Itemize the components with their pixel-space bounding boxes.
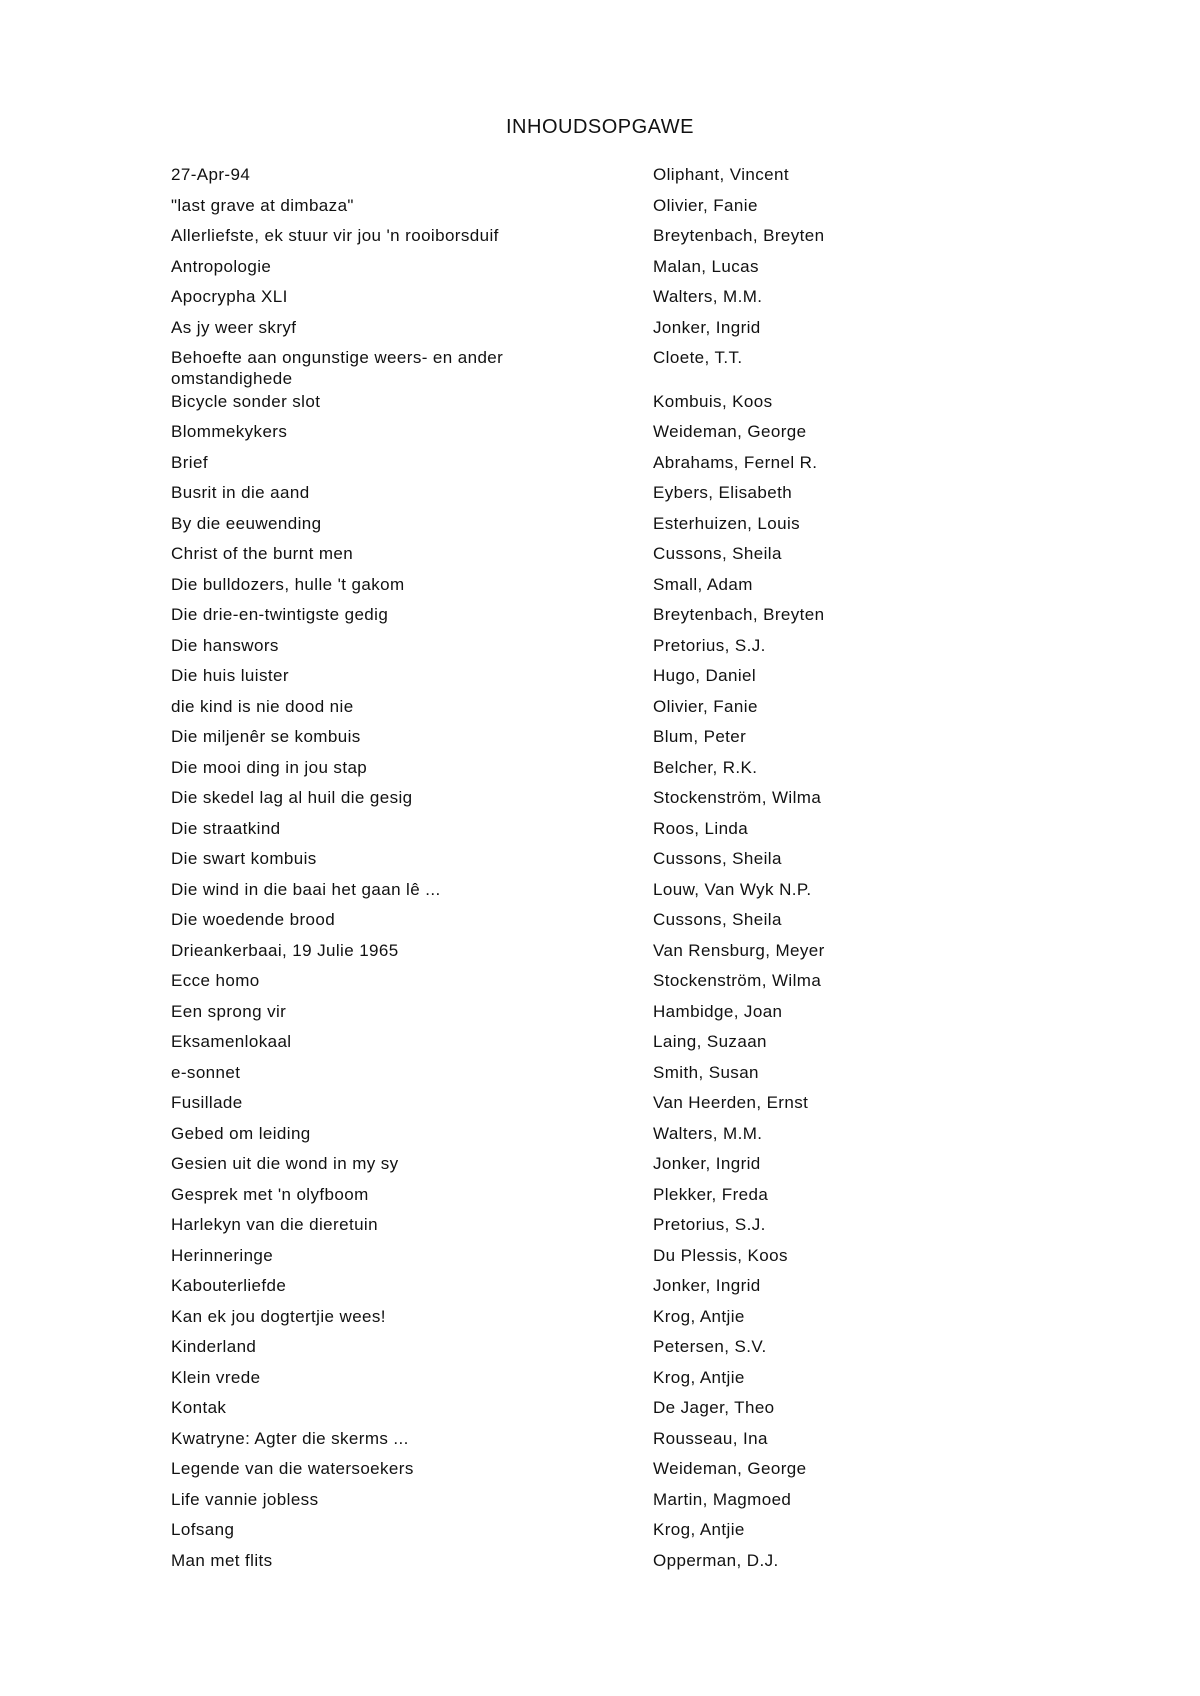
toc-entry [171, 970, 1071, 1001]
toc-entry [171, 818, 1071, 849]
poem-title: Die woedende brood [171, 910, 336, 929]
page-title: INHOUDSOPGAWE [506, 116, 694, 138]
toc-entry [171, 543, 1071, 574]
toc-entry [171, 787, 1071, 818]
poet-name: Cussons, Sheila [653, 544, 782, 563]
poem-title: die kind is nie dood nie [171, 696, 354, 716]
poet-name: Kombuis, Koos [653, 391, 773, 411]
toc-entry [171, 513, 1071, 544]
poet-name: Olivier, Fanie [653, 696, 758, 716]
poem-title: Ecce homo [171, 971, 260, 990]
toc-entry [171, 421, 1071, 452]
toc-entry [171, 909, 1071, 940]
toc-entry [171, 1245, 1071, 1276]
poet-name: Oliphant, Vincent [653, 165, 789, 184]
poet-name: Stockenström, Wilma [653, 788, 822, 807]
table-of-contents [171, 164, 1071, 1580]
poet-name: Laing, Suzaan [653, 1032, 767, 1051]
poem-title: Behoefte aan ongunstige weers- en ander omstandighede [171, 348, 504, 388]
toc-entry [171, 1214, 1071, 1245]
poet-name: Roos, Linda [653, 818, 749, 838]
poem-title: Allerliefste, ek stuur vir jou 'n rooiborsduif [171, 226, 499, 245]
toc-entry [171, 317, 1071, 348]
poet-name: Stockenström, Wilma [653, 971, 822, 990]
poem-title: Die mooi ding in jou stap [171, 757, 368, 777]
poet-name: Pretorius, S.J. [653, 635, 766, 655]
poet-name: Jonker, Ingrid [653, 317, 761, 337]
toc-entry [171, 195, 1071, 226]
poem-title: Kan ek jou dogtertjie wees! [171, 1306, 386, 1326]
poet-name: Krog, Antjie [653, 1520, 745, 1539]
poem-title: Die miljenêr se kombuis [171, 727, 361, 746]
toc-entry [171, 1153, 1071, 1184]
toc-entry [171, 1123, 1071, 1154]
toc-entry [171, 286, 1071, 317]
poem-title: Lofsang [171, 1520, 235, 1539]
toc-entry [171, 604, 1071, 635]
toc-entry [171, 1367, 1071, 1398]
poem-title: Die swart kombuis [171, 849, 317, 868]
poem-title: Klein vrede [171, 1367, 261, 1387]
toc-entry [171, 452, 1071, 483]
poem-title: Een sprong vir [171, 1001, 287, 1021]
poem-title: Man met flits [171, 1550, 273, 1570]
poet-name: Louw, Van Wyk N.P. [653, 879, 812, 899]
poem-title: Life vannie jobless [171, 1489, 319, 1509]
toc-entry [171, 726, 1071, 757]
toc-entry [171, 391, 1071, 422]
poem-title: Die wind in die baai het gaan lê ... [171, 879, 441, 899]
toc-entry [171, 1031, 1071, 1062]
poet-name: Krog, Antjie [653, 1367, 745, 1387]
poet-name: Hugo, Daniel [653, 666, 757, 685]
toc-entry [171, 665, 1071, 696]
poem-title: Gesien uit die wond in my sy [171, 1154, 399, 1173]
poem-title: Kwatryne: Agter die skerms ... [171, 1428, 409, 1448]
toc-entry [171, 635, 1071, 666]
poem-title: By die eeuwending [171, 513, 322, 533]
poet-name: Smith, Susan [653, 1062, 759, 1082]
poem-title: Gebed om leiding [171, 1123, 311, 1143]
poem-title: Brief [171, 452, 208, 472]
toc-entry [171, 1519, 1071, 1550]
poem-title: Die huis luister [171, 666, 289, 685]
poet-name: Plekker, Freda [653, 1184, 769, 1204]
poem-title: Christ of the burnt men [171, 544, 354, 563]
poet-name: Van Rensburg, Meyer [653, 940, 825, 960]
poet-name: De Jager, Theo [653, 1398, 775, 1417]
poet-name: Eybers, Elisabeth [653, 483, 793, 502]
poet-name: Weideman, George [653, 422, 807, 441]
toc-entry [171, 757, 1071, 788]
poem-title: As jy weer skryf [171, 317, 297, 337]
poet-name: Blum, Peter [653, 727, 747, 746]
poem-title: Drieankerbaai, 19 Julie 1965 [171, 940, 399, 960]
toc-entry [171, 879, 1071, 910]
poet-name: Cussons, Sheila [653, 910, 782, 929]
poem-title: Antropologie [171, 256, 272, 276]
poem-title: Kabouterliefde [171, 1276, 287, 1295]
poet-name: Rousseau, Ina [653, 1428, 768, 1448]
poem-title: Die straatkind [171, 818, 281, 838]
poem-title: Busrit in die aand [171, 483, 310, 502]
toc-entry [171, 225, 1071, 256]
poem-title: Fusillade [171, 1093, 243, 1112]
poet-name: Olivier, Fanie [653, 195, 758, 215]
poem-title: e-sonnet [171, 1062, 241, 1082]
poet-name: Du Plessis, Koos [653, 1245, 788, 1265]
poem-title: Die drie-en-twintigste gedig [171, 605, 389, 624]
poem-title: Harlekyn van die dieretuin [171, 1215, 378, 1234]
toc-entry [171, 1428, 1071, 1459]
toc-entry [171, 1184, 1071, 1215]
toc-entry [171, 1336, 1071, 1367]
poet-name: Malan, Lucas [653, 256, 759, 276]
poem-title: Kinderland [171, 1337, 257, 1356]
toc-entry [171, 482, 1071, 513]
toc-entry [171, 848, 1071, 879]
poem-title: Eksamenlokaal [171, 1032, 292, 1051]
poet-name: Cussons, Sheila [653, 849, 782, 868]
poem-title: Apocrypha XLI [171, 287, 288, 306]
toc-entry [171, 1397, 1071, 1428]
toc-entry [171, 1458, 1071, 1489]
poet-name: Opperman, D.J. [653, 1550, 779, 1570]
poet-name: Van Heerden, Ernst [653, 1093, 809, 1112]
toc-entry [171, 347, 1071, 391]
poem-title: Die skedel lag al huil die gesig [171, 788, 413, 807]
poet-name: Krog, Antjie [653, 1306, 745, 1326]
poet-name: Martin, Magmoed [653, 1489, 792, 1509]
toc-entry [171, 696, 1071, 727]
poem-title: Herinneringe [171, 1245, 274, 1265]
toc-entry [171, 164, 1071, 195]
poet-name: Jonker, Ingrid [653, 1154, 761, 1173]
toc-entry [171, 1001, 1071, 1032]
poet-name: Jonker, Ingrid [653, 1276, 761, 1295]
poet-name: Weideman, George [653, 1459, 807, 1478]
toc-entry [171, 574, 1071, 605]
poet-name: Esterhuizen, Louis [653, 513, 801, 533]
poet-name: Breytenbach, Breyten [653, 605, 825, 624]
toc-entry [171, 256, 1071, 287]
toc-entry [171, 1550, 1071, 1581]
poet-name: Walters, M.M. [653, 1123, 763, 1143]
poem-title: Gesprek met 'n olyfboom [171, 1184, 369, 1204]
poem-title: Bicycle sonder slot [171, 391, 321, 411]
toc-entry [171, 940, 1071, 971]
poet-name: Pretorius, S.J. [653, 1215, 766, 1234]
poem-title: 27-Apr-94 [171, 165, 251, 184]
poem-title: Blommekykers [171, 422, 288, 441]
toc-entry [171, 1306, 1071, 1337]
poem-title: Legende van die watersoekers [171, 1459, 414, 1478]
poet-name: Cloete, T.T. [653, 348, 743, 367]
poet-name: Small, Adam [653, 574, 753, 594]
poet-name: Breytenbach, Breyten [653, 226, 825, 245]
poet-name: Petersen, S.V. [653, 1337, 767, 1356]
toc-entry [171, 1275, 1071, 1306]
poet-name: Walters, M.M. [653, 287, 763, 306]
poem-title: Die hanswors [171, 635, 279, 655]
toc-entry [171, 1489, 1071, 1520]
poem-title: Kontak [171, 1398, 227, 1417]
toc-entry [171, 1092, 1071, 1123]
toc-entry [171, 1062, 1071, 1093]
poet-name: Hambidge, Joan [653, 1001, 783, 1021]
poet-name: Abrahams, Fernel R. [653, 452, 818, 472]
poem-title: Die bulldozers, hulle 't gakom [171, 574, 405, 594]
poet-name: Belcher, R.K. [653, 757, 758, 777]
poem-title: "last grave at dimbaza" [171, 195, 354, 215]
